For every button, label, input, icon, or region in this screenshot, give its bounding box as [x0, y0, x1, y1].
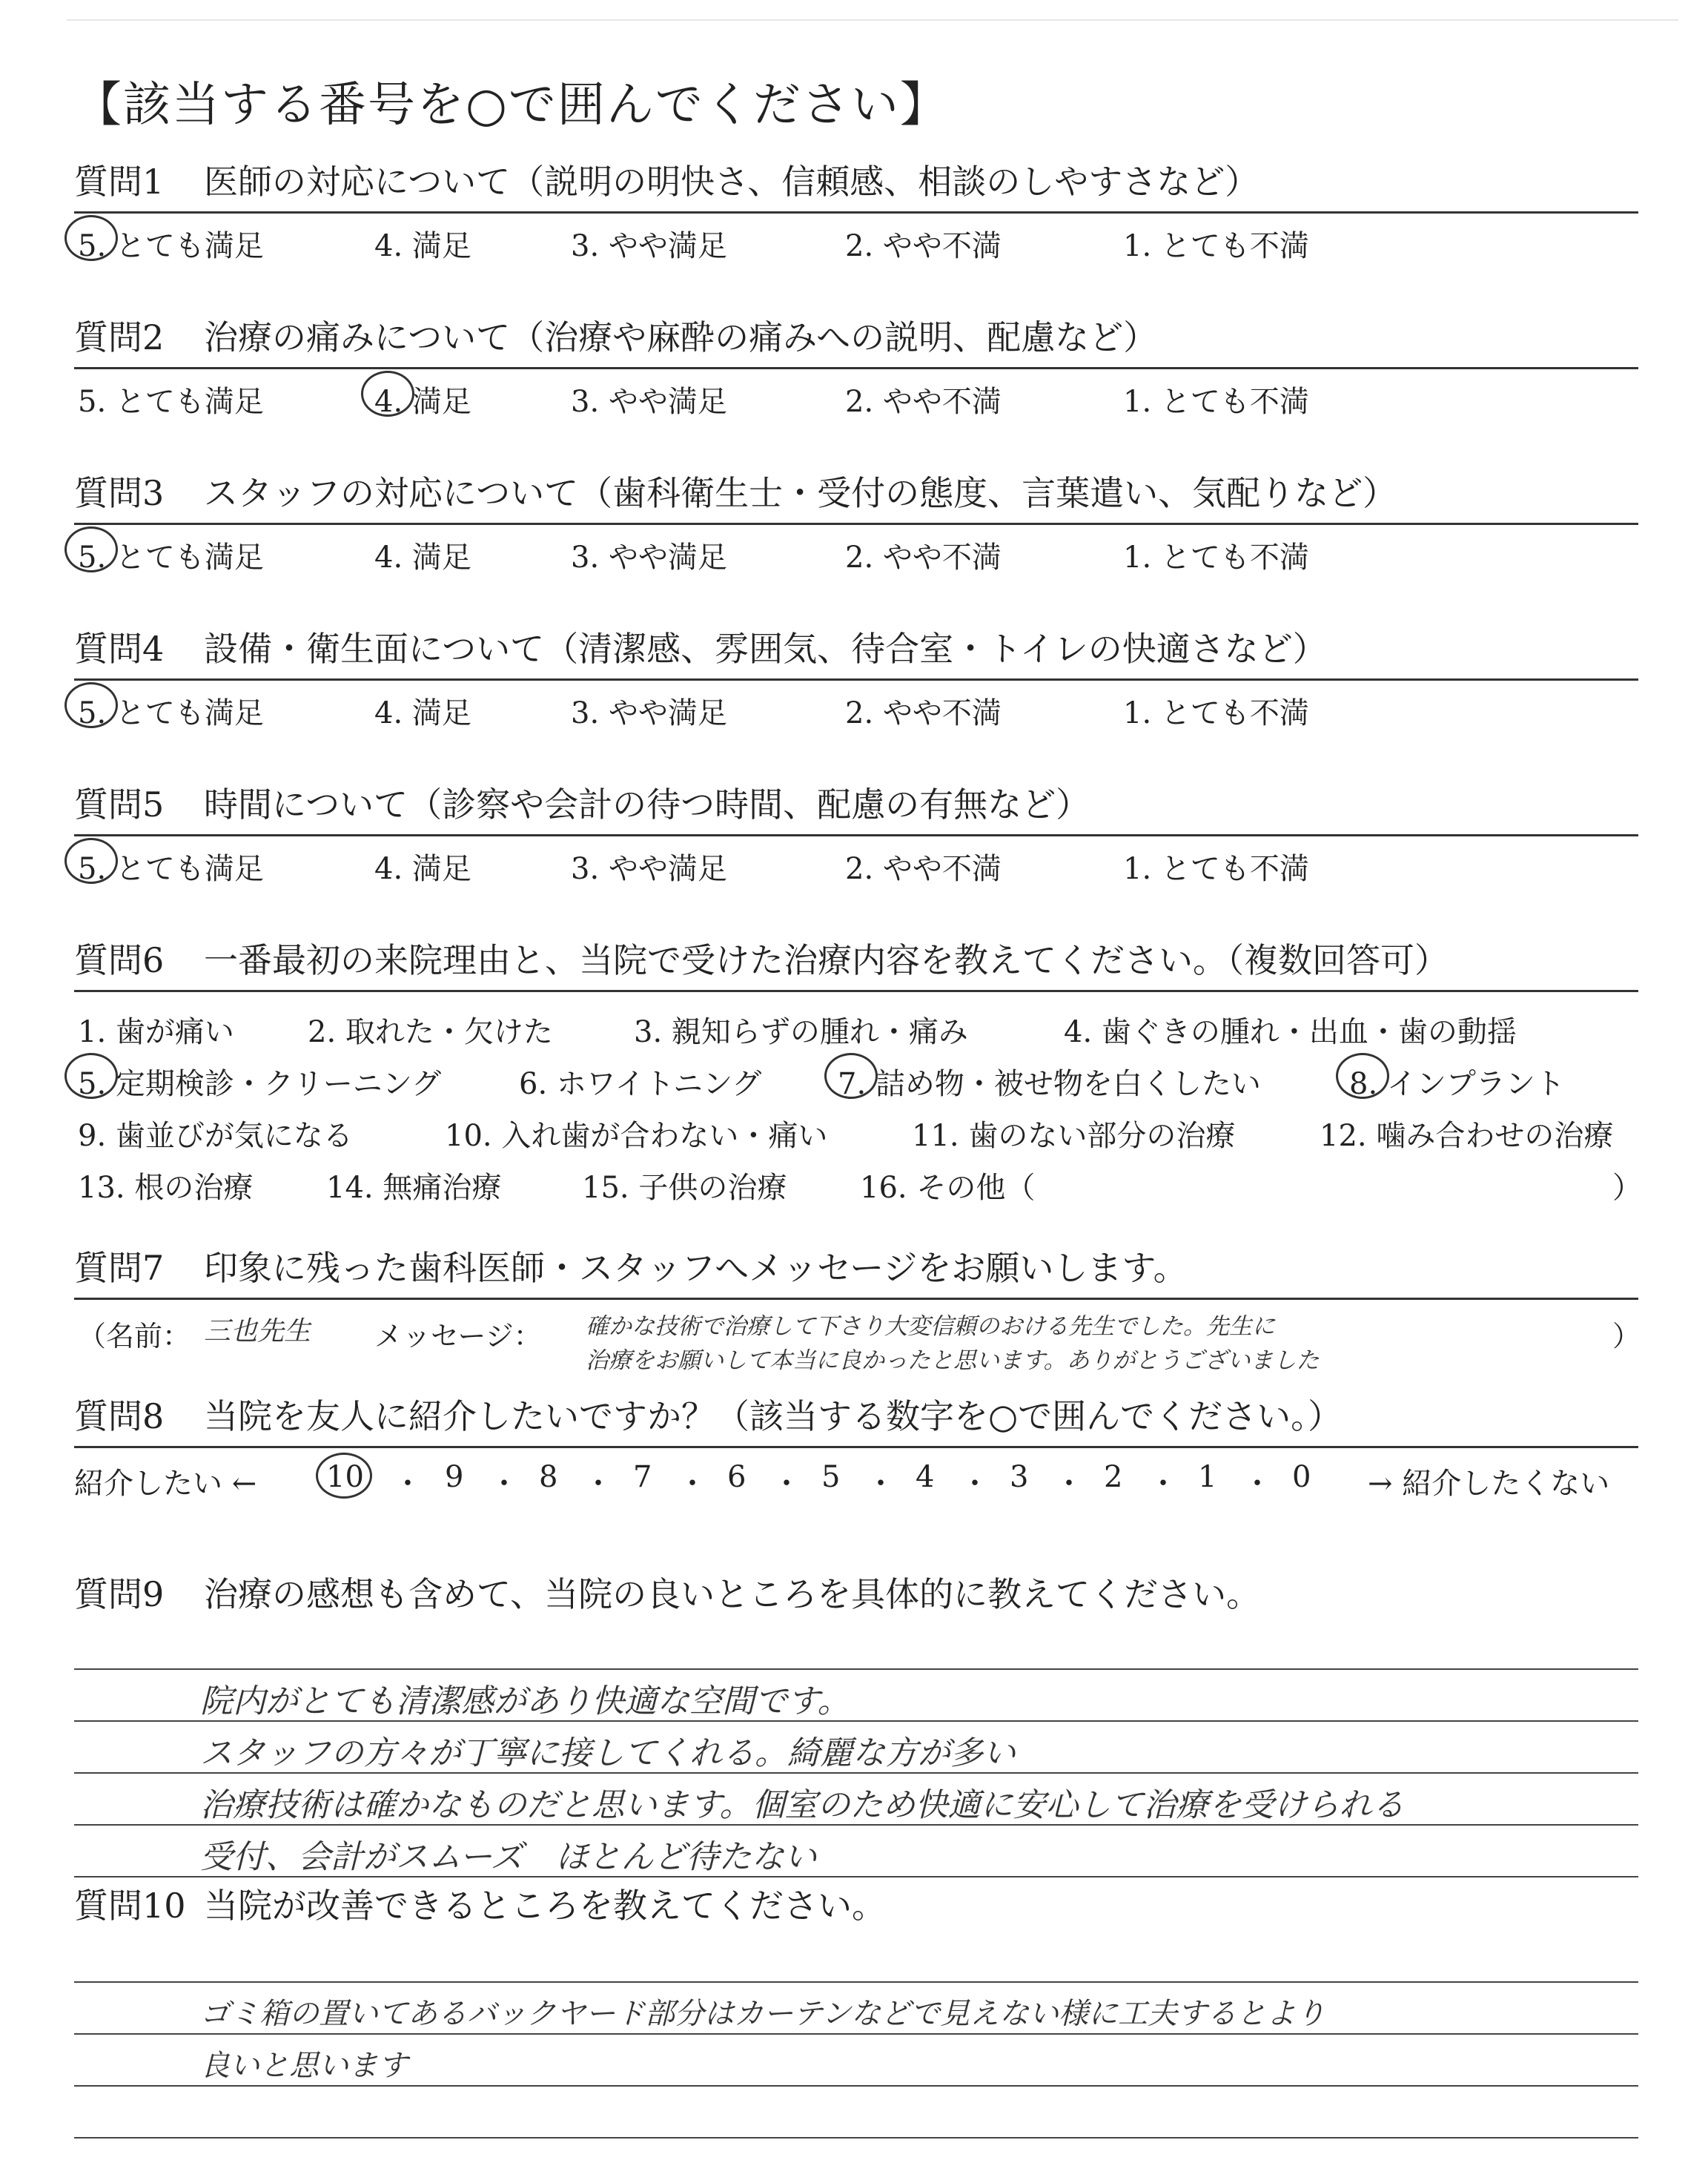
question-title: 設備・衛生面について（清潔感、雰囲気、待合室・トイレの快適さなど） [204, 629, 1327, 669]
answer-rule [74, 2033, 1638, 2035]
question-title: 医師の対応について（説明の明快さ、信頼感、相談のしやすさなど） [204, 162, 1260, 202]
option-5[interactable]: 5. とても満足 [78, 845, 264, 888]
question-number: 質問8 [74, 1396, 165, 1436]
option-5[interactable]: 5. とても満足 [78, 385, 264, 419]
reason-7[interactable]: 7. 詰め物・被せ物を白くしたい [838, 1060, 1261, 1103]
scale-3[interactable]: 3 [1010, 1460, 1029, 1494]
scale-6[interactable]: 6 [727, 1460, 747, 1494]
circle-mark [316, 1453, 372, 1499]
scale-sep: ・ [866, 1467, 896, 1501]
question-8 [74, 1394, 1638, 1500]
rating-options [74, 681, 1638, 728]
answer-lines [74, 1928, 1638, 2158]
scale-7[interactable]: 7 [633, 1460, 652, 1494]
reason-10[interactable]: 10. 入れ歯が合わない・痛い [445, 1119, 828, 1153]
question-number: 質問6 [74, 940, 165, 980]
option-5[interactable]: 5. とても満足 [78, 690, 264, 732]
option-4[interactable]: 4. 満足 [374, 852, 471, 886]
reason-options [74, 992, 1642, 1207]
question-title: 一番最初の来院理由と、当院で受けた治療内容を教えてください。（複数回答可） [204, 940, 1449, 980]
circle-mark [361, 371, 414, 417]
answer-lines [74, 1616, 1638, 1913]
answer-line-4[interactable]: 受付、会計がスムーズ ほとんど待たない [200, 1838, 817, 1876]
message-label: メッセージ： [374, 1320, 542, 1353]
scale-sep: ・ [1242, 1467, 1272, 1501]
scale-2[interactable]: 2 [1104, 1460, 1123, 1494]
reason-2[interactable]: 2. 取れた・欠けた [308, 1015, 553, 1049]
question-title: 印象に残った歯科医師・スタッフへメッセージをお願いします。 [204, 1248, 1188, 1288]
reason-3[interactable]: 3. 親知らずの腫れ・痛み [634, 1015, 968, 1049]
option-2[interactable]: 2. やや不満 [845, 852, 1002, 886]
reason-16-closing: ） [1612, 1171, 1642, 1205]
answer-line-3[interactable]: 治療技術は確かなものだと思います。個室のため快適に安心して治療を受けられる [200, 1786, 1405, 1824]
scale-left-label: 紹介したい ← [74, 1467, 257, 1501]
question-5 [74, 782, 1638, 884]
circle-mark [64, 1053, 118, 1099]
circle-mark [64, 682, 118, 728]
option-3[interactable]: 3. やや満足 [571, 385, 727, 419]
question-number: 質問10 [74, 1886, 186, 1926]
question-number: 質問4 [74, 629, 165, 669]
name-value[interactable]: 三也先生 [204, 1316, 311, 1347]
answer-line-1[interactable]: ゴミ箱の置いてあるバックヤード部分はカーテンなどで見えない様に工夫するとより [200, 1997, 1325, 2031]
option-4[interactable]: 4. 満足 [374, 229, 471, 263]
scale-0[interactable]: 0 [1292, 1460, 1311, 1494]
scale-5[interactable]: 5 [821, 1460, 841, 1494]
reason-9[interactable]: 9. 歯並びが気になる [78, 1119, 353, 1153]
question-9 [74, 1572, 1638, 1913]
reason-1[interactable]: 1. 歯が痛い [78, 1015, 234, 1049]
option-1[interactable]: 1. とても不満 [1123, 696, 1309, 730]
question-title: スタッフの対応について（歯科衛生士・受付の態度、言葉遣い、気配りなど） [204, 473, 1397, 513]
question-1 [74, 159, 1638, 261]
question-title: 当院を友人に紹介したいですか？（該当する数字を○で囲んでください。） [204, 1396, 1343, 1436]
answer-rule [74, 1668, 1638, 1670]
scale-sep: ・ [678, 1467, 707, 1501]
page-title: 【該当する番号を○で囲んでください】 [74, 78, 949, 133]
question-title: 治療の感想も含めて、当院の良いところを具体的に教えてください。 [204, 1574, 1261, 1614]
circle-mark [1336, 1053, 1389, 1099]
scale-4[interactable]: 4 [916, 1460, 935, 1494]
option-1[interactable]: 1. とても不満 [1123, 385, 1309, 419]
scale-sep: ・ [393, 1467, 423, 1501]
answer-rule [74, 2085, 1638, 2087]
option-2[interactable]: 2. やや不満 [845, 696, 1002, 730]
circle-mark [64, 526, 118, 572]
message-line-2[interactable]: 治療をお願いして本当に良かったと思います。ありがとうございました [586, 1347, 1320, 1374]
option-4[interactable]: 4. 満足 [374, 378, 471, 420]
scale-sep: ・ [772, 1467, 801, 1501]
option-3[interactable]: 3. やや満足 [571, 696, 727, 730]
scale-right-label: → 紹介したくない [1368, 1467, 1610, 1501]
question-title: 当院が改善できるところを教えてください。 [204, 1886, 886, 1926]
reason-11[interactable]: 11. 歯のない部分の治療 [912, 1119, 1236, 1153]
question-2 [74, 315, 1638, 417]
message-line-1[interactable]: 確かな技術で治療して下さり大変信頼のおける先生でした。先生に [586, 1313, 1275, 1340]
question-title: 治療の痛みについて（治療や麻酔の痛みへの説明、配慮など） [204, 317, 1158, 357]
circle-mark [824, 1053, 878, 1099]
reason-5[interactable]: 5. 定期検診・クリーニング [78, 1060, 441, 1103]
scale-10[interactable]: 10 [326, 1460, 364, 1494]
answer-rule [74, 1981, 1638, 1983]
question-4 [74, 627, 1638, 728]
reason-13[interactable]: 13. 根の治療 [78, 1171, 254, 1205]
option-2[interactable]: 2. やや不満 [845, 385, 1002, 419]
scale-sep: ・ [960, 1467, 990, 1501]
message-row [74, 1300, 1641, 1381]
option-3[interactable]: 3. やや満足 [571, 541, 727, 575]
question-title: 時間について（診察や会計の待つ時間、配慮の有無など） [204, 785, 1090, 825]
question-number: 質問3 [74, 473, 165, 513]
option-3[interactable]: 3. やや満足 [571, 852, 727, 886]
question-number: 質問9 [74, 1574, 165, 1614]
rating-options [74, 836, 1638, 884]
scale-8[interactable]: 8 [539, 1460, 558, 1494]
answer-line-1[interactable]: 院内がとても清潔感があり快適な空間です。 [200, 1682, 850, 1720]
option-5[interactable]: 5. とても満足 [78, 534, 264, 576]
answer-line-2[interactable]: 良いと思います [200, 2049, 408, 2083]
option-1[interactable]: 1. とても不満 [1123, 541, 1309, 575]
scale-1[interactable]: 1 [1198, 1460, 1217, 1494]
question-6 [74, 938, 1642, 1207]
reason-15[interactable]: 15. 子供の治療 [582, 1171, 787, 1205]
option-3[interactable]: 3. やや満足 [571, 229, 727, 263]
reason-6[interactable]: 6. ホワイトニング [519, 1067, 762, 1101]
reason-16[interactable]: 16. その他（ [860, 1171, 1036, 1205]
option-4[interactable]: 4. 満足 [374, 696, 471, 730]
question-number: 質問7 [74, 1248, 165, 1288]
option-5[interactable]: 5. とても満足 [78, 222, 264, 265]
answer-rule [74, 2137, 1638, 2138]
answer-line-2[interactable]: スタッフの方々が丁寧に接してくれる。綺麗な方が多い [200, 1734, 1016, 1772]
name-label: （名前： [78, 1320, 191, 1353]
recommend-scale [74, 1448, 1638, 1500]
message-closing: ） [1612, 1320, 1641, 1353]
option-1[interactable]: 1. とても不満 [1123, 229, 1309, 263]
scale-sep: ・ [489, 1467, 519, 1501]
circle-mark [64, 838, 118, 884]
question-number: 質問5 [74, 785, 165, 825]
option-4[interactable]: 4. 満足 [374, 541, 471, 575]
question-number: 質問2 [74, 317, 165, 357]
reason-12[interactable]: 12. 噛み合わせの治療 [1320, 1119, 1614, 1153]
top-border [67, 19, 1678, 21]
rating-options [74, 214, 1638, 261]
scale-sep: ・ [1148, 1467, 1178, 1501]
scale-9[interactable]: 9 [445, 1460, 464, 1494]
scale-sep: ・ [583, 1467, 613, 1501]
question-10 [74, 1883, 1638, 2158]
option-2[interactable]: 2. やや不満 [845, 541, 1002, 575]
option-1[interactable]: 1. とても不満 [1123, 852, 1309, 886]
question-number: 質問1 [74, 162, 165, 202]
reason-8[interactable]: 8. インプラント [1349, 1060, 1565, 1103]
question-3 [74, 471, 1638, 575]
circle-mark [64, 215, 118, 261]
scale-sep: ・ [1054, 1467, 1084, 1501]
reason-4[interactable]: 4. 歯ぐきの腫れ・出血・歯の動揺 [1064, 1015, 1517, 1049]
reason-14[interactable]: 14. 無痛治療 [326, 1171, 502, 1205]
question-7 [74, 1246, 1641, 1381]
rating-options [74, 369, 1638, 417]
option-2[interactable]: 2. やや不満 [845, 229, 1002, 263]
rating-options [74, 525, 1638, 575]
